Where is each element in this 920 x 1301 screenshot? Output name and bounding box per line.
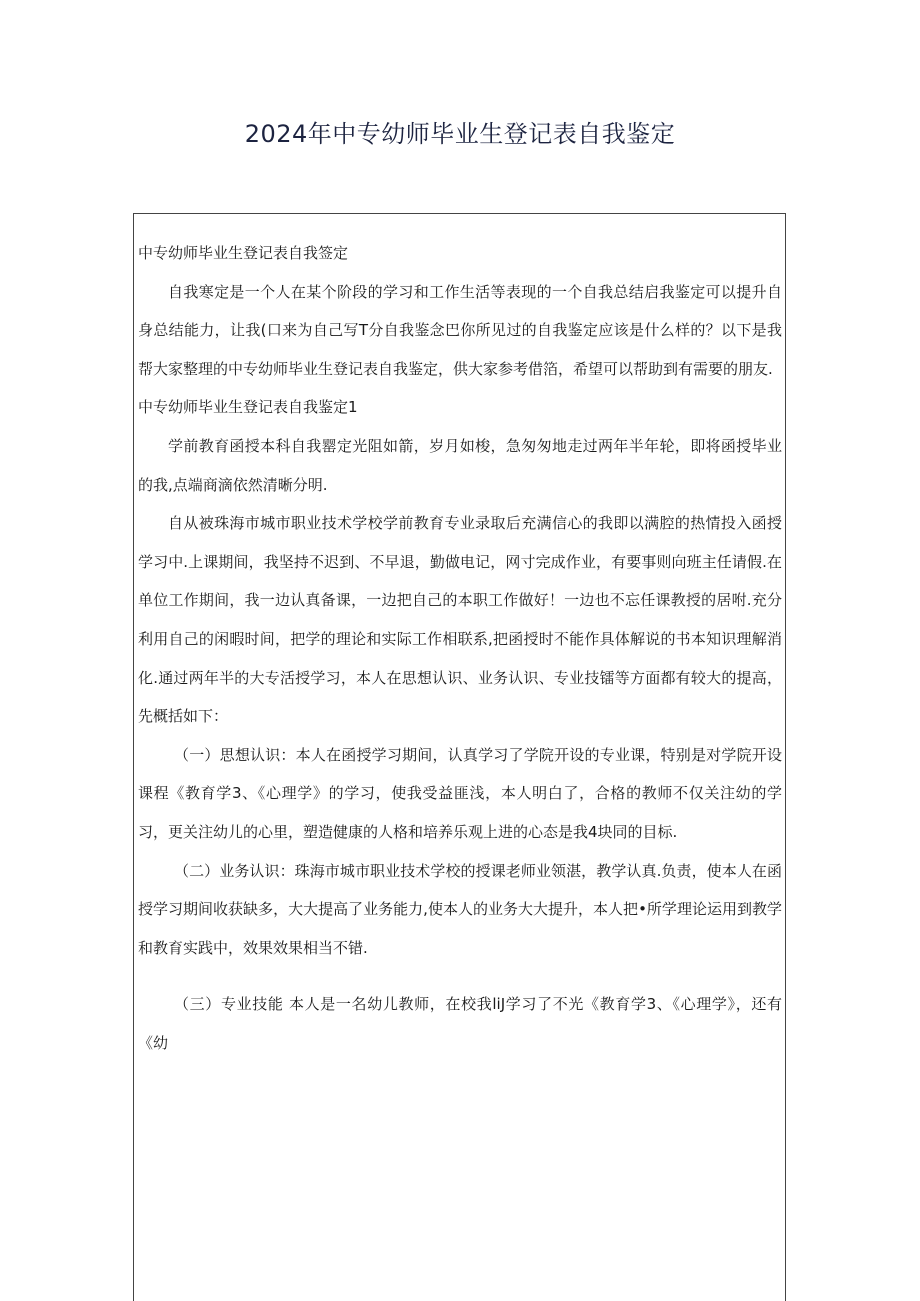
body-paragraph: 自从被珠海市城市职业技术学校学前教育专业录取后充满信心的我即以满腔的热情投入函授学习中.上课期间，我坚持不迟到、不早退，勤做电记，网寸完成作业，有要事则向班主任请假.在单位工作期间，我一边认真备课，一边把自己的本职工作做好！一边也不忘任课教授的居咐.充分利用自己的闲暇时间，把学的理论和实际工作相联系,把函授时不能作具体解说的书本知识理解消化.通过两年半的大专活授学习，本人在思想认识、业务认识、专业技镭等方面都有较大的提高，先概括如下： bbox=[138, 514, 782, 726]
document-body bbox=[138, 234, 782, 1062]
body-paragraph: （二）业务认识：珠海市城市职业技术学校的授课老师业领湛，教学认真.负责，使本人在函授学习期间收获缺多，大大提高了业务能力,使本人的业务大大提升，本人把•所学理论运用到教学和教育实践中，效果效果相当不错. bbox=[138, 861, 782, 957]
section-heading: 中专幼师毕业生登记表自我签定 bbox=[138, 244, 349, 262]
body-paragraph: 学前教育函授本科自我罂定光阻如箭，岁月如梭，急匆匆地走过两年半年轮，即将函授毕业的我,点端商滴依然清晰分明. bbox=[138, 436, 782, 494]
section-heading: 中专幼师毕业生登记表自我鉴定1 bbox=[138, 398, 358, 417]
paragraph-gap bbox=[138, 967, 782, 985]
intro-paragraph: 自我寒定是一个人在某个阶段的学习和工作生活等表现的一个自我总结启我鉴定可以提升自身总结能力，让我(口来为自己写T分自我鉴念巴你所见过的自我鉴定应该是什么样的？以下是我帮大家整理的中专幼师毕业生登记表自我鉴定，供大家参考借箔，希望可以帮助到有需要的朋友. bbox=[138, 282, 782, 378]
page-title: 2024年中专幼师毕业生登记表自我鉴定 bbox=[244, 120, 676, 148]
body-paragraph: （三）专业技能 本人是一名幼儿教师，在校我liJ学习了不光《教育学3、《心理学》，还有《幼 bbox=[138, 995, 782, 1052]
document-frame bbox=[133, 213, 786, 1301]
body-paragraph: （一）思想认识：本人在函授学习期间，认真学习了学院开设的专业课，特别是对学院开设课程《教育学3、《心理学》的学习，使我受益匪浅，本人明白了，合格的教师不仅关注幼的学习，更关注幼儿的心里，塑造健康的人格和培养乐观上进的心态是我4块同的目标. bbox=[138, 745, 782, 841]
